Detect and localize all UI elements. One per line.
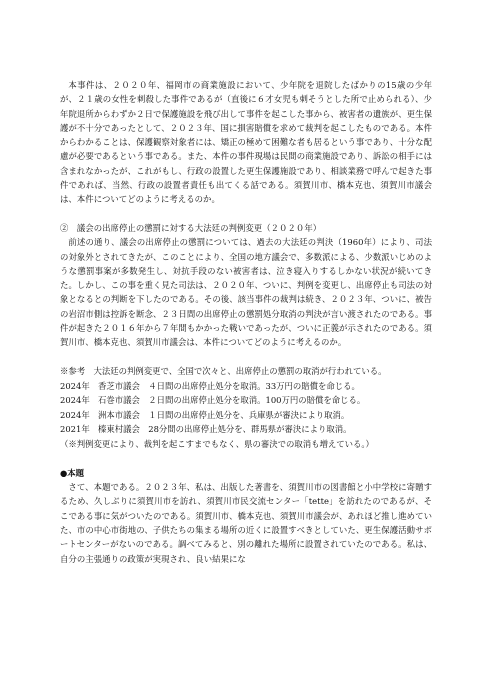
main-topic-heading: ●本題 [60,467,85,478]
spacer [60,207,432,221]
reference-note: （※判例変更により、裁判を起こすまでもなく、県の審決での取消も増えている。） [60,438,374,449]
spacer [60,350,432,364]
reference-intro: ※参考 大法廷の判例変更で、全国で次々と、出席停止の懲罰の取消が行われている。 [60,365,387,376]
document-body [60,78,432,566]
reference-row [60,379,432,394]
reference-row [60,393,432,408]
reference-text: 洲本市議会 １日間の出席停止処分を、兵庫県が審決により取消。 [98,409,350,420]
section-2-heading: ② 議会の出席停止の懲罰に対する大法廷の判例変更（２０２０年） [60,222,322,233]
spacer [60,452,432,466]
reference-year: 2024年 [60,409,90,420]
reference-year: 2024年 [60,395,90,406]
reference-year: 2024年 [60,380,90,391]
reference-text: 榛東村議会 28分間の出席停止処分を、群馬県が審決により取消。 [98,424,352,435]
reference-text: 石巻市議会 ２日間の出席停止処分を取消。100万円の賠償を命じる。 [98,395,366,406]
reference-row [60,408,432,423]
main-topic-body: さて、本題である。２０２３年、私は、出版した著書を、須賀川市の図書館と小中学校に寄贈するため、久しぶりに須賀川市を訪れ、須賀川市民交流センター「tette」を訪れたのであるが、そこである事に気がついたのである。須賀川市、橋本克也、須賀川市議会が、あれほど推し進めていた、市の中心市街地の、子供たちの集まる場所の近くに設置すべきとしていた、更生保護活動サポートセンターがないのである。調べてみると、別の離れた場所に設置されていたのである。私は、自分の主張通りの政策が実現され、良い結果にな [60,482,432,564]
reference-text: 香芝市議会 ４日間の出席停止処分を取消。33万円の賠償を命じる。 [98,380,360,391]
reference-year: 2021年 [60,424,90,435]
intro-paragraph: 本事件は、２０２０年、福岡市の商業施設において、少年院を退院したばかりの15歳の少年が、２１歳の女性を刺殺した事件であるが（直後に６才女児も刺そうとした所で止められる）、少年院退所からわずか２日で保護施設を飛び出して事件を起こした事から、被害者の遺族が、更生保護が不十分であったとして、２０２３年、国に損害賠償を求めて裁判を起こしたものである。本件からわかることは、保護観察対象者には、矯正の極めて困難な者も居るという事であり、十分な配慮が必要であるという事である。また、本件の事件現場は民間の商業施設であり、訴訟の相手には含まれなかったが、これがもし、行政の設置した更生保護施設であり、相談業務で呼んで起きた事件であれば、当然、行政の設置者責任も出てくる話である。須賀川市、橋本克也、須賀川市議会は、本件についてどのように考えるのか。 [60,80,432,205]
reference-row [60,422,432,437]
section-2-body: 前述の通り、議会の出席停止の懲罰については、過去の大法廷の判決（1960年）により、司法の対象外とされてきたが、このことにより、全国の地方議会で、多数派による、少数派いじめのような懲罰事案が多数発生し、対抗手段のない被害者は、泣き寝入りするしかない状況が続いてきた。しかし、この事を重く見た司法は、２０２０年、ついに、判例を変更し、出席停止も司法の対象となるとの判断を下したのである。その後、該当事件の裁判は続き、２０２３年、ついに、被告の岩沼市側は控訴を断念、２３日間の出席停止の懲罰処分取消の判決が言い渡されたのである。事件が起きた２０１６年から７年間もかかった戦いであったが、ついに正義が示されたのである。須賀川市、橋本克也、須賀川市議会は、本件についてどのように考えるのか。 [60,237,432,348]
